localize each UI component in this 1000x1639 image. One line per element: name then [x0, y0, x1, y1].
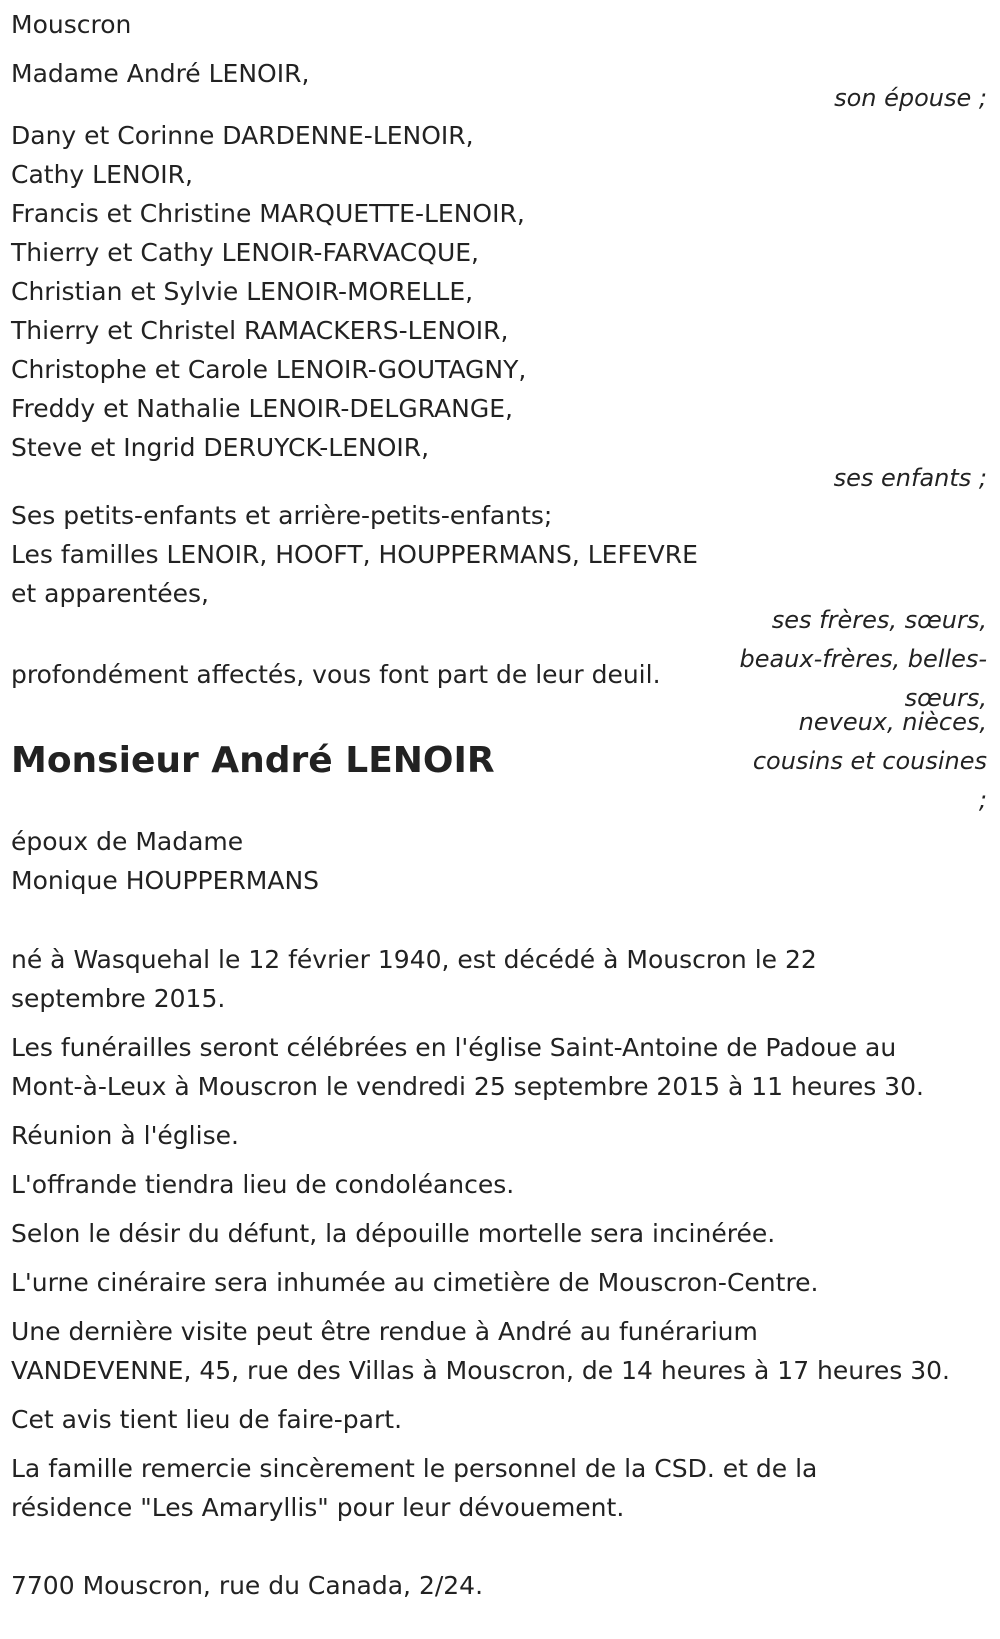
list-item: Steve et Ingrid DERUYCK-LENOIR,	[11, 433, 430, 462]
spouse-line: Madame André LENOIR,	[11, 59, 310, 88]
list-item: Christian et Sylvie LENOIR-MORELLE,	[11, 277, 474, 306]
families-line-2: et apparentées,	[11, 579, 209, 608]
relatives-role-line: cousins et cousines	[752, 747, 987, 775]
families-line: Les familles LENOIR, HOOFT, HOUPPERMANS, LEFEVRE	[11, 540, 698, 569]
relatives-role-line: neveux, nièces,	[798, 708, 987, 736]
funeral-line: Les funérailles seront célébrées en l'église Saint-Antoine de Padoue au	[11, 1033, 897, 1062]
urn-line: L'urne cinéraire sera inhumée au cimetière de Mouscron-Centre.	[11, 1268, 819, 1297]
birth-line: né à Wasquehal le 12 février 1940, est décédé à Mouscron le 22	[11, 945, 817, 974]
relatives-role-line: beaux-frères, belles-	[739, 645, 987, 673]
list-item: Cathy LENOIR,	[11, 160, 193, 189]
visit-line-2: VANDEVENNE, 45, rue des Villas à Mouscron, de 14 heures à 17 heures 30.	[11, 1356, 950, 1385]
list-item: Christophe et Carole LENOIR-GOUTAGNY,	[11, 355, 527, 384]
meeting-line: Réunion à l'église.	[11, 1121, 239, 1150]
list-item: Freddy et Nathalie LENOIR-DELGRANGE,	[11, 394, 513, 423]
address-line: 7700 Mouscron, rue du Canada, 2/24.	[11, 1571, 484, 1600]
birth-line-2: septembre 2015.	[11, 984, 226, 1013]
list-item: Thierry et Christel RAMACKERS-LENOIR,	[11, 316, 509, 345]
list-item: Francis et Christine MARQUETTE-LENOIR,	[11, 199, 525, 228]
mourning-line: profondément affectés, vous font part de leur deuil.	[11, 660, 661, 689]
relatives-role-line: sœurs,	[904, 684, 987, 712]
city-heading: Mouscron	[11, 10, 132, 39]
deceased-name: Monsieur André LENOIR	[11, 740, 495, 781]
relatives-role-line: ;	[978, 786, 987, 814]
visit-line: Une dernière visite peut être rendue à André au funérarium	[11, 1317, 758, 1346]
cremation-line: Selon le désir du défunt, la dépouille mortelle sera incinérée.	[11, 1219, 776, 1248]
thanks-line: La famille remercie sincèrement le personnel de la CSD. et de la	[11, 1454, 818, 1483]
list-item: Dany et Corinne DARDENNE-LENOIR,	[11, 121, 474, 150]
offering-line: L'offrande tiendra lieu de condoléances.	[11, 1170, 515, 1199]
thanks-line-2: résidence "Les Amaryllis" pour leur dévouement.	[11, 1493, 625, 1522]
spouse-role: son épouse ;	[834, 84, 987, 112]
funeral-line-2: Mont-à-Leux à Mouscron le vendredi 25 septembre 2015 à 11 heures 30.	[11, 1072, 924, 1101]
spouse-of-line-2: Monique HOUPPERMANS	[11, 866, 320, 895]
grandchildren-line: Ses petits-enfants et arrière-petits-enfants;	[11, 501, 553, 530]
relatives-role-line: ses frères, sœurs,	[771, 606, 987, 634]
list-item: Thierry et Cathy LENOIR-FARVACQUE,	[11, 238, 479, 267]
notice-line: Cet avis tient lieu de faire-part.	[11, 1405, 403, 1434]
children-role: ses enfants ;	[833, 464, 987, 492]
spouse-of-line: époux de Madame	[11, 827, 244, 856]
